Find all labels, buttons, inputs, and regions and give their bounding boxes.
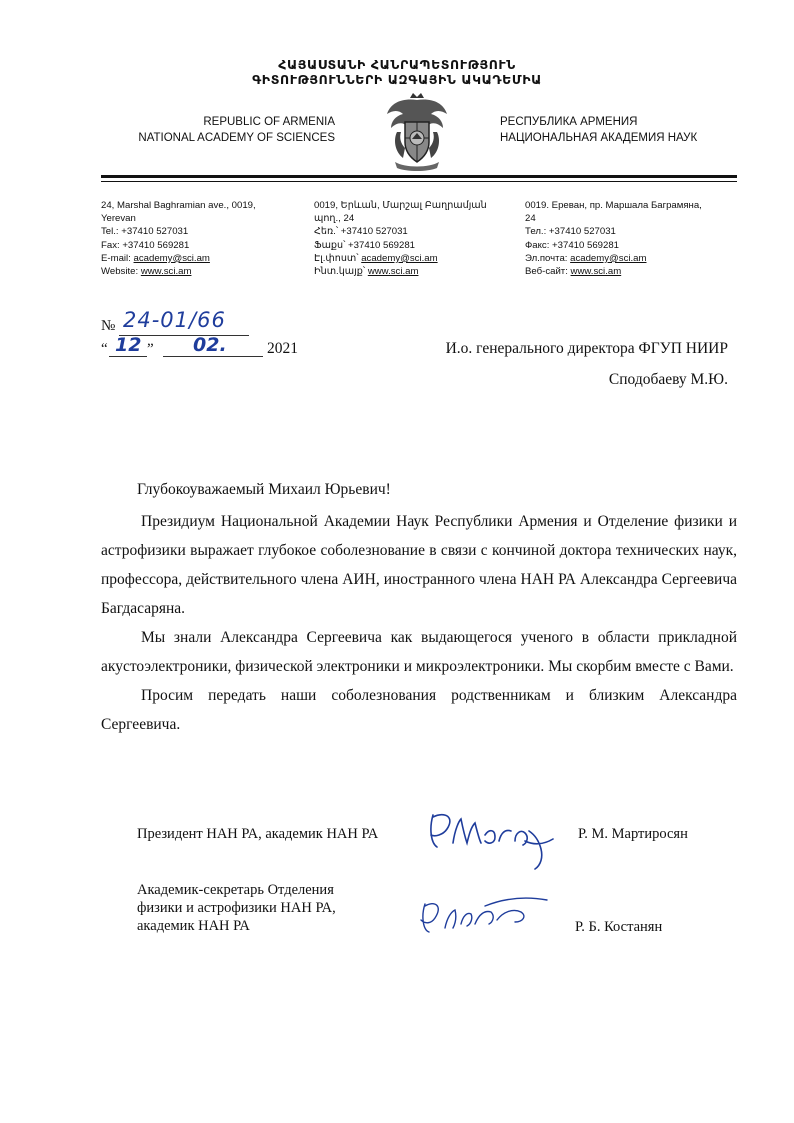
addressee-line1: И.о. генерального директора ФГУП НИИР	[445, 340, 728, 357]
address-ru-email-row	[525, 252, 702, 265]
secretary-title-line1: Академик-секретарь Отделения	[137, 882, 334, 898]
secretary-signature	[415, 888, 555, 943]
header-divider-thick	[101, 175, 737, 178]
address-hy-email-link[interactable]: academy@sci.am	[361, 252, 438, 264]
date-day-underline	[109, 356, 147, 357]
address-en-website-link[interactable]: www.sci.am	[140, 266, 192, 278]
address-en-website-label: Website:	[101, 266, 139, 278]
header-english-line1: REPUBLIC OF ARMENIA	[203, 116, 335, 128]
address-ru-website-label: Веб-сайт:	[525, 266, 568, 278]
date-close-quote: ”	[147, 341, 154, 357]
address-en-email-label: E-mail:	[101, 252, 131, 264]
address-hy-email-row	[314, 252, 487, 265]
date-month: 02.	[193, 334, 227, 356]
address-hy-street2: պող., 24	[314, 213, 355, 225]
president-name: Р. М. Мартиросян	[578, 826, 688, 842]
salutation: Глубокоуважаемый Михаил Юрьевич!	[137, 481, 391, 498]
coat-of-arms-emblem	[383, 92, 451, 172]
address-en-email-link[interactable]: academy@sci.am	[133, 252, 210, 264]
address-ru-street1: 0019. Ереван, пр. Маршала Баграмяна,	[525, 200, 702, 211]
header-russian-line2: НАЦИОНАЛЬНАЯ АКАДЕМИЯ НАУК	[500, 132, 698, 144]
date-month-underline	[163, 356, 263, 357]
address-ru-tel: Тел.: +37410 527031	[525, 226, 616, 238]
address-en-street2: Yerevan	[101, 213, 136, 225]
president-title: Президент НАН РА, академик НАН РА	[137, 826, 379, 842]
header-english	[138, 114, 335, 146]
address-hy-website-label: Ինտ.կայք՝	[314, 266, 366, 278]
address-ru-website-row	[525, 265, 702, 278]
address-en-street1: 24, Marshal Baghramian ave., 0019,	[101, 200, 256, 211]
addressee-line2: Сподобаеву М.Ю.	[608, 371, 728, 388]
header-armenian-line1: ՀԱՅԱՍՏԱՆԻ ՀԱՆՐԱՊԵՏՈՒԹՅՈՒՆ	[278, 57, 516, 72]
secretary-title	[137, 881, 336, 935]
address-ru-fax: Факс: +37410 569281	[525, 239, 620, 251]
address-hy-street1: 0019, Երևան, Մարշալ Բաղրամյան	[314, 200, 487, 211]
address-hy-fax: Ֆաքս՝ +37410 569281	[314, 239, 416, 251]
reference-number-value: 24-01/66	[123, 308, 226, 332]
address-en-website-row	[101, 265, 256, 278]
letter-paragraph: Президиум Национальной Академии Наук Республики Армения и Отделение физики и астрофизики выражает глубокое соболезнование в связи с кончиной доктора технических наук, профессора, действительного члена АИН, иностранного члена НАН РА Александра Сергеевича Багдасаряна.	[101, 513, 737, 617]
address-en-email-row	[101, 252, 256, 265]
reference-number-label: №	[101, 318, 116, 334]
reference-date	[101, 331, 311, 361]
address-russian	[525, 199, 702, 278]
address-ru-website-link[interactable]: www.sci.am	[570, 266, 622, 278]
date-year: 2021	[267, 340, 298, 357]
letter-paragraph: Просим передать наши соболезнования родственникам и близким Александра Сергеевича.	[101, 687, 737, 733]
address-en-tel: Tel.: +37410 527031	[101, 226, 189, 238]
address-hy-tel: Հեռ.՝ +37410 527031	[314, 226, 408, 238]
header-divider-thin	[101, 181, 737, 182]
secretary-title-line2: физики и астрофизики НАН РА,	[137, 900, 336, 916]
address-hy-email-label: Էլ.փոստ՝	[314, 252, 359, 264]
address-english	[101, 199, 256, 278]
letter-paragraph: Мы знали Александра Сергеевича как выдающегося ученого в области прикладной акустоэлектроники, физической электроники и микроэлектроники. Мы скорбим вместе с Вами.	[101, 629, 737, 675]
address-ru-email-label: Эл.почта:	[525, 252, 568, 264]
address-ru-street2: 24	[525, 213, 536, 225]
header-russian-line1: РЕСПУБЛИКА АРМЕНИЯ	[500, 116, 638, 128]
president-signature	[425, 805, 565, 875]
address-en-fax: Fax: +37410 569281	[101, 239, 190, 251]
secretary-title-line3: академик НАН РА	[137, 918, 250, 934]
address-armenian	[314, 199, 487, 278]
secretary-name: Р. Б. Костанян	[575, 919, 663, 935]
address-hy-website-link[interactable]: www.sci.am	[367, 266, 419, 278]
letter-body	[101, 507, 737, 739]
date-open-quote: “	[101, 341, 108, 357]
address-ru-email-link[interactable]: academy@sci.am	[570, 252, 647, 264]
address-hy-website-row	[314, 265, 487, 278]
date-day: 12	[115, 334, 142, 356]
header-english-line2: NATIONAL ACADEMY OF SCIENCES	[138, 132, 335, 144]
header-armenian-line2: ԳԻՏՈՒԹՅՈՒՆՆԵՐԻ ԱԶԳԱՅԻՆ ԱԿԱԴԵՄԻԱ	[252, 72, 542, 87]
header-russian	[500, 114, 697, 146]
